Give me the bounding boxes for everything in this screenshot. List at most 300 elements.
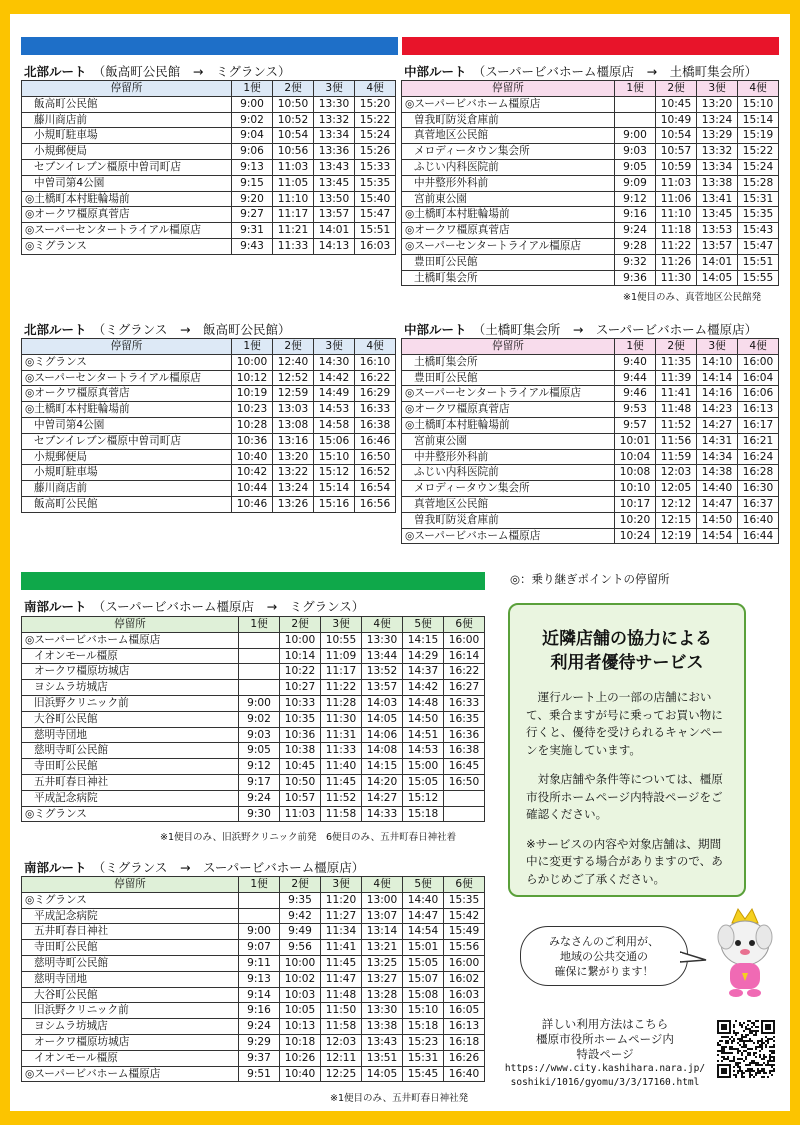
time-cell: 16:35 xyxy=(444,711,485,727)
time-cell xyxy=(239,908,280,924)
table-row xyxy=(22,1050,485,1066)
time-cell: 9:31 xyxy=(232,223,273,239)
time-cell: 9:02 xyxy=(232,112,273,128)
time-cell: 11:33 xyxy=(321,743,362,759)
column-header-trip: 1便 xyxy=(615,339,656,355)
time-cell: 11:58 xyxy=(321,806,362,822)
stop-name-cell: 曽我町防災倉庫前 xyxy=(402,512,615,528)
time-cell: 10:36 xyxy=(280,727,321,743)
table-row xyxy=(22,955,485,971)
time-cell: 9:11 xyxy=(239,955,280,971)
table-row xyxy=(22,727,485,743)
time-cell: 16:24 xyxy=(738,449,779,465)
table-row xyxy=(22,223,396,239)
column-header-trip: 3便 xyxy=(321,877,362,893)
table-row xyxy=(22,1019,485,1035)
table-header-row xyxy=(22,617,485,633)
time-cell: 14:33 xyxy=(362,806,403,822)
time-cell: 15:16 xyxy=(314,496,355,512)
time-cell: 9:49 xyxy=(280,924,321,940)
table-header-row xyxy=(402,81,779,97)
time-cell: 13:20 xyxy=(697,96,738,112)
column-header-trip: 2便 xyxy=(273,339,314,355)
stop-name-cell: 五井町春日神社 xyxy=(22,924,239,940)
time-cell: 14:34 xyxy=(697,449,738,465)
central-ret-table xyxy=(401,338,779,544)
table-row xyxy=(402,159,779,175)
time-cell: 16:45 xyxy=(444,759,485,775)
time-cell: 9:24 xyxy=(615,223,656,239)
time-cell: 10:24 xyxy=(615,528,656,544)
time-cell: 13:03 xyxy=(273,402,314,418)
stop-name-cell: ◎土橋町本村駐輪場前 xyxy=(402,417,615,433)
table-row xyxy=(22,695,485,711)
time-cell: 9:46 xyxy=(615,386,656,402)
time-cell: 9:14 xyxy=(239,987,280,1003)
stop-name-cell: 真菅地区公民館 xyxy=(402,496,615,512)
time-cell: 13:30 xyxy=(314,96,355,112)
stop-name-cell: ◎オークワ橿原真菅店 xyxy=(402,223,615,239)
time-cell: 11:05 xyxy=(273,175,314,191)
table-row xyxy=(22,175,396,191)
time-cell: 15:06 xyxy=(314,433,355,449)
time-cell: 11:28 xyxy=(321,695,362,711)
time-cell: 15:00 xyxy=(403,759,444,775)
time-cell: 15:45 xyxy=(403,1066,444,1082)
info-line-1: 詳しい利用方法はこちら xyxy=(541,1017,669,1031)
time-cell: 15:20 xyxy=(355,96,396,112)
time-cell: 16:05 xyxy=(444,1003,485,1019)
time-cell: 13:26 xyxy=(273,496,314,512)
stop-name-cell: オークワ橿原坊城店 xyxy=(22,664,239,680)
north-ret-title: 北部ルート （ミグランス → 飯高町公民館） xyxy=(24,322,291,337)
stop-name-cell: イオンモール橿原 xyxy=(22,1050,239,1066)
time-cell: 10:01 xyxy=(615,433,656,449)
info-url-1[interactable]: https://www.city.kashihara.nara.jp/ xyxy=(504,1063,706,1074)
time-cell: 12:03 xyxy=(656,465,697,481)
time-cell: 13:29 xyxy=(697,128,738,144)
time-cell: 15:26 xyxy=(355,144,396,160)
column-header-stop: 停留所 xyxy=(402,339,615,355)
column-header-trip: 3便 xyxy=(697,81,738,97)
promo-text-2: 対象店舗や条件等については、橿原市役所ホームページ内特設ページをご確認ください。 xyxy=(526,772,723,821)
column-header-trip: 3便 xyxy=(314,81,355,97)
time-cell: 15:42 xyxy=(444,908,485,924)
info-line-3: 特設ページ xyxy=(576,1047,634,1061)
time-cell: 10:20 xyxy=(615,512,656,528)
time-cell: 10:40 xyxy=(280,1066,321,1082)
column-header-trip: 2便 xyxy=(273,81,314,97)
time-cell: 16:33 xyxy=(355,402,396,418)
time-cell: 16:38 xyxy=(355,417,396,433)
stop-name-cell: ◎ミグランス xyxy=(22,354,232,370)
stop-name-cell: 平成記念病院 xyxy=(22,908,239,924)
stop-name-cell: ◎スーパービバホーム橿原店 xyxy=(22,632,239,648)
time-cell: 14:01 xyxy=(314,223,355,239)
time-cell: 11:26 xyxy=(656,254,697,270)
time-cell: 9:30 xyxy=(239,806,280,822)
time-cell: 9:13 xyxy=(232,159,273,175)
stop-name-cell: メロディータウン集会所 xyxy=(402,481,615,497)
stop-name-cell: 慈明寺団地 xyxy=(22,971,239,987)
time-cell: 13:32 xyxy=(314,112,355,128)
time-cell: 12:25 xyxy=(321,1066,362,1082)
column-header-trip: 4便 xyxy=(355,339,396,355)
time-cell: 16:00 xyxy=(444,955,485,971)
table-row xyxy=(22,908,485,924)
column-header-trip: 4便 xyxy=(362,617,403,633)
time-cell: 15:24 xyxy=(738,159,779,175)
central-out-table xyxy=(401,80,779,286)
table-row xyxy=(22,465,396,481)
time-cell: 14:05 xyxy=(697,270,738,286)
table-row xyxy=(402,465,779,481)
time-cell: 14:51 xyxy=(403,727,444,743)
column-header-trip: 4便 xyxy=(738,339,779,355)
time-cell: 9:51 xyxy=(239,1066,280,1082)
time-cell: 11:59 xyxy=(656,449,697,465)
south-out-title: 南部ルート （スーパービバホーム橿原店 → ミグランス） xyxy=(24,599,365,614)
time-cell: 10:13 xyxy=(280,1019,321,1035)
column-header-trip: 1便 xyxy=(232,81,273,97)
time-cell: 9:00 xyxy=(239,924,280,940)
transfer-legend: ◎：乗り継ぎポイントの停留所 xyxy=(510,572,670,586)
table-row xyxy=(402,481,779,497)
time-cell: 10:40 xyxy=(232,449,273,465)
time-cell: 10:00 xyxy=(232,354,273,370)
time-cell: 16:22 xyxy=(444,664,485,680)
table-header-row xyxy=(402,339,779,355)
column-header-trip: 4便 xyxy=(355,81,396,97)
stop-name-cell: 中曽司第4公園 xyxy=(22,417,232,433)
time-cell: 11:03 xyxy=(656,175,697,191)
time-cell: 15:22 xyxy=(738,144,779,160)
time-cell: 16:30 xyxy=(738,481,779,497)
table-row xyxy=(22,496,396,512)
table-row xyxy=(22,1003,485,1019)
mascot-icon xyxy=(710,905,780,1000)
stop-name-cell: 平成記念病院 xyxy=(22,790,239,806)
stop-name-cell: 慈明寺町公民館 xyxy=(22,743,239,759)
stop-name-cell: 土橋町集会所 xyxy=(402,270,615,286)
time-cell: 13:24 xyxy=(273,481,314,497)
time-cell: 10:36 xyxy=(232,433,273,449)
time-cell: 10:49 xyxy=(656,112,697,128)
time-cell: 9:03 xyxy=(239,727,280,743)
stop-name-cell: ◎スーパーセンタートライアル橿原店 xyxy=(22,370,232,386)
time-cell: 12:12 xyxy=(656,496,697,512)
time-cell: 11:18 xyxy=(656,223,697,239)
table-header-row xyxy=(22,81,396,97)
stop-name-cell: ◎オークワ橿原真菅店 xyxy=(402,402,615,418)
stop-name-cell: 中井整形外科前 xyxy=(402,449,615,465)
time-cell: 14:15 xyxy=(362,759,403,775)
speech-bubble xyxy=(520,926,688,986)
time-cell: 10:27 xyxy=(280,680,321,696)
time-cell: 10:28 xyxy=(232,417,273,433)
time-cell: 9:16 xyxy=(615,207,656,223)
time-cell xyxy=(239,664,280,680)
time-cell: 13:43 xyxy=(362,1034,403,1050)
table-row xyxy=(22,892,485,908)
time-cell: 9:07 xyxy=(239,940,280,956)
central-route-bar xyxy=(402,37,779,55)
table-row xyxy=(22,238,396,254)
time-cell: 13:07 xyxy=(362,908,403,924)
time-cell: 15:43 xyxy=(738,223,779,239)
bubble-line-3: 確保に繋がります！ xyxy=(554,965,654,978)
table-row xyxy=(402,254,779,270)
time-cell: 11:45 xyxy=(321,955,362,971)
info-block xyxy=(500,1017,710,1090)
stop-name-cell: ◎スーパーセンタートライアル橿原店 xyxy=(402,386,615,402)
promo-text-1: 運行ルート上の一部の店舗において、乗合ますが号に乗ってお買い物に行くと、優待を受けられるキャンペーンを実施しています。 xyxy=(526,690,724,757)
stop-name-cell: セブンイレブン橿原中曽司町店 xyxy=(22,433,232,449)
time-cell: 15:19 xyxy=(738,128,779,144)
time-cell: 16:26 xyxy=(444,1050,485,1066)
time-cell: 14:40 xyxy=(403,892,444,908)
time-cell: 9:42 xyxy=(280,908,321,924)
time-cell: 14:23 xyxy=(697,402,738,418)
time-cell: 9:04 xyxy=(232,128,273,144)
table-row xyxy=(22,648,485,664)
stop-name-cell: ヨシムラ坊城店 xyxy=(22,680,239,696)
time-cell: 11:03 xyxy=(280,806,321,822)
column-header-trip: 1便 xyxy=(239,877,280,893)
time-cell: 9:06 xyxy=(232,144,273,160)
time-cell: 15:10 xyxy=(314,449,355,465)
time-cell: 15:18 xyxy=(403,806,444,822)
time-cell: 16:03 xyxy=(355,238,396,254)
column-header-trip: 1便 xyxy=(615,81,656,97)
time-cell: 13:50 xyxy=(314,191,355,207)
time-cell: 10:18 xyxy=(280,1034,321,1050)
column-header-trip: 2便 xyxy=(280,617,321,633)
stop-name-cell: ◎土橋町本村駐輪場前 xyxy=(402,207,615,223)
time-cell: 15:10 xyxy=(738,96,779,112)
time-cell: 15:14 xyxy=(738,112,779,128)
stop-name-cell: 豊田町公民館 xyxy=(402,254,615,270)
time-cell: 14:08 xyxy=(362,743,403,759)
time-cell: 12:11 xyxy=(321,1050,362,1066)
time-cell xyxy=(615,112,656,128)
stop-name-cell: ◎オークワ橿原真菅店 xyxy=(22,207,232,223)
time-cell: 16:52 xyxy=(355,465,396,481)
time-cell: 11:45 xyxy=(321,774,362,790)
bubble-line-1: みなさんのご利用が、 xyxy=(549,935,659,948)
table-row xyxy=(22,632,485,648)
time-cell: 15:24 xyxy=(355,128,396,144)
south-out-note: ※1便目のみ、旧浜野クリニック前発 6便目のみ、五井町春日神社着 xyxy=(160,832,457,843)
table-row xyxy=(22,759,485,775)
time-cell: 11:06 xyxy=(656,191,697,207)
time-cell: 11:33 xyxy=(273,238,314,254)
time-cell: 11:41 xyxy=(656,386,697,402)
table-row xyxy=(22,191,396,207)
info-line-2: 橿原市役所ホームページ内 xyxy=(536,1032,674,1046)
time-cell: 11:10 xyxy=(656,207,697,223)
time-cell: 10:44 xyxy=(232,481,273,497)
time-cell: 9:05 xyxy=(615,159,656,175)
time-cell: 10:35 xyxy=(280,711,321,727)
time-cell: 12:03 xyxy=(321,1034,362,1050)
time-cell: 11:52 xyxy=(321,790,362,806)
time-cell: 14:47 xyxy=(697,496,738,512)
table-row xyxy=(22,144,396,160)
column-header-trip: 3便 xyxy=(321,617,362,633)
time-cell: 10:00 xyxy=(280,955,321,971)
time-cell: 14:54 xyxy=(403,924,444,940)
time-cell: 14:38 xyxy=(697,465,738,481)
south-route-bar xyxy=(21,572,485,590)
time-cell: 10:10 xyxy=(615,481,656,497)
table-row xyxy=(402,370,779,386)
time-cell xyxy=(615,96,656,112)
qr-code-icon[interactable] xyxy=(717,1020,775,1078)
time-cell: 9:15 xyxy=(232,175,273,191)
stop-name-cell: 中井整形外科前 xyxy=(402,175,615,191)
time-cell: 10:42 xyxy=(232,465,273,481)
time-cell: 10:08 xyxy=(615,465,656,481)
stop-name-cell: ◎スーパービバホーム橿原店 xyxy=(22,1066,239,1082)
time-cell: 11:52 xyxy=(656,417,697,433)
column-header-trip: 6便 xyxy=(444,877,485,893)
stop-name-cell: 曽我町防災倉庫前 xyxy=(402,112,615,128)
time-cell: 16:33 xyxy=(444,695,485,711)
table-row xyxy=(22,680,485,696)
time-cell: 10:45 xyxy=(280,759,321,775)
time-cell: 15:18 xyxy=(403,1019,444,1035)
time-cell: 16:38 xyxy=(444,743,485,759)
time-cell: 10:46 xyxy=(232,496,273,512)
time-cell: 16:54 xyxy=(355,481,396,497)
time-cell: 10:14 xyxy=(280,648,321,664)
stop-name-cell: セブンイレブン橿原中曽司町店 xyxy=(22,159,232,175)
time-cell: 9:40 xyxy=(615,354,656,370)
column-header-stop: 停留所 xyxy=(22,617,239,633)
table-row xyxy=(402,496,779,512)
time-cell: 13:36 xyxy=(314,144,355,160)
time-cell: 13:22 xyxy=(273,465,314,481)
table-row xyxy=(22,971,485,987)
stop-name-cell: ◎スーパービバホーム橿原店 xyxy=(402,528,615,544)
time-cell: 11:48 xyxy=(656,402,697,418)
time-cell: 9:02 xyxy=(239,711,280,727)
stop-name-cell: 旧浜野クリニック前 xyxy=(22,695,239,711)
stop-name-cell: ◎土橋町本村駐輪場前 xyxy=(22,402,232,418)
time-cell: 15:05 xyxy=(403,955,444,971)
stop-name-cell: 小規郵便局 xyxy=(22,449,232,465)
time-cell: 10:54 xyxy=(273,128,314,144)
time-cell: 13:38 xyxy=(362,1019,403,1035)
time-cell: 11:58 xyxy=(321,1019,362,1035)
time-cell: 15:07 xyxy=(403,971,444,987)
time-cell: 10:56 xyxy=(273,144,314,160)
table-row xyxy=(22,940,485,956)
time-cell: 16:13 xyxy=(738,402,779,418)
time-cell: 9:35 xyxy=(280,892,321,908)
column-header-trip: 2便 xyxy=(280,877,321,893)
time-cell: 14:37 xyxy=(403,664,444,680)
stop-name-cell: ◎ミグランス xyxy=(22,238,232,254)
table-row xyxy=(402,528,779,544)
time-cell: 14:40 xyxy=(697,481,738,497)
time-cell: 15:51 xyxy=(738,254,779,270)
time-cell: 13:30 xyxy=(362,1003,403,1019)
time-cell: 15:01 xyxy=(403,940,444,956)
time-cell: 12:19 xyxy=(656,528,697,544)
time-cell: 11:41 xyxy=(321,940,362,956)
stop-name-cell: 大谷町公民館 xyxy=(22,987,239,1003)
time-cell: 10:04 xyxy=(615,449,656,465)
time-cell: 13:08 xyxy=(273,417,314,433)
column-header-trip: 4便 xyxy=(738,81,779,97)
time-cell: 14:47 xyxy=(403,908,444,924)
time-cell: 9:27 xyxy=(232,207,273,223)
stop-name-cell: 宮前東公園 xyxy=(402,433,615,449)
time-cell: 13:16 xyxy=(273,433,314,449)
table-row xyxy=(22,711,485,727)
time-cell: 16:03 xyxy=(444,987,485,1003)
table-row xyxy=(22,1066,485,1082)
promo-title: 近隣店舗の協力による 利用者優待サービス xyxy=(542,629,712,673)
table-row xyxy=(402,512,779,528)
time-cell: 16:06 xyxy=(738,386,779,402)
time-cell: 15:51 xyxy=(355,223,396,239)
time-cell: 16:00 xyxy=(738,354,779,370)
stop-name-cell: 飯高町公民館 xyxy=(22,496,232,512)
table-row xyxy=(402,417,779,433)
promo-box xyxy=(508,603,746,897)
column-header-trip: 3便 xyxy=(697,339,738,355)
column-header-trip: 5便 xyxy=(403,877,444,893)
time-cell: 10:55 xyxy=(321,632,362,648)
time-cell: 10:00 xyxy=(280,632,321,648)
time-cell: 15:47 xyxy=(738,238,779,254)
bubble-line-2: 地域の公共交通の xyxy=(560,950,648,963)
time-cell: 14:49 xyxy=(314,386,355,402)
time-cell: 9:53 xyxy=(615,402,656,418)
time-cell: 9:12 xyxy=(239,759,280,775)
time-cell: 15:14 xyxy=(314,481,355,497)
time-cell: 13:32 xyxy=(697,144,738,160)
time-cell: 14:27 xyxy=(697,417,738,433)
info-url-2[interactable]: soshiki/1016/gyomu/3/3/17160.html xyxy=(510,1077,700,1088)
time-cell: 14:05 xyxy=(362,711,403,727)
time-cell: 11:50 xyxy=(321,1003,362,1019)
stop-name-cell: ◎ミグランス xyxy=(22,806,239,822)
time-cell: 14:10 xyxy=(697,354,738,370)
table-row xyxy=(22,774,485,790)
time-cell: 10:50 xyxy=(280,774,321,790)
table-row xyxy=(22,806,485,822)
column-header-trip: 5便 xyxy=(403,617,444,633)
time-cell: 11:03 xyxy=(273,159,314,175)
table-row xyxy=(22,924,485,940)
stop-name-cell: 藤川商店前 xyxy=(22,112,232,128)
time-cell: 14:14 xyxy=(697,370,738,386)
time-cell: 11:10 xyxy=(273,191,314,207)
time-cell: 9:03 xyxy=(615,144,656,160)
table-header-row xyxy=(22,877,485,893)
time-cell: 14:58 xyxy=(314,417,355,433)
time-cell: 10:54 xyxy=(656,128,697,144)
time-cell: 10:02 xyxy=(280,971,321,987)
stop-name-cell: ◎スーパーセンタートライアル橿原店 xyxy=(22,223,232,239)
time-cell: 9:36 xyxy=(615,270,656,286)
time-cell: 16:40 xyxy=(738,512,779,528)
time-cell: 15:35 xyxy=(738,207,779,223)
